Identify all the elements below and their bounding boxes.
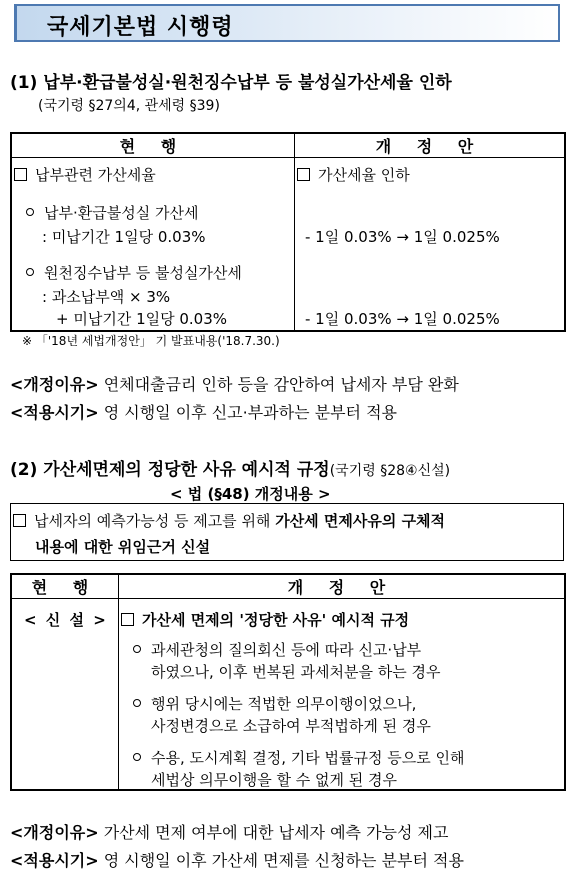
table2-item2-line1-row bbox=[133, 693, 416, 714]
section2-timing bbox=[10, 848, 464, 871]
table2-head-current: 현 행 bbox=[11, 574, 119, 599]
table1-item2-line1-row bbox=[26, 262, 242, 283]
section1-reason-label: <개정이유> bbox=[10, 375, 99, 394]
table1-current-cell bbox=[11, 158, 295, 332]
table2-proposed-heading: 가산세 면제의 '정당한 사유' 예시적 규정 bbox=[142, 611, 410, 629]
bullet-circle-icon bbox=[133, 753, 141, 761]
section2-law-line1-b: 가산세 면제사유의 구체적 bbox=[275, 512, 446, 530]
section2-law-line1-a: 납세자의 예측가능성 등 제고를 위해 bbox=[34, 512, 276, 530]
table2-item3-line2: 세법상 의무이행을 할 수 없게 된 경우 bbox=[151, 771, 397, 789]
table1-head-proposed: 개 정 안 bbox=[295, 133, 566, 158]
table2-item3-line1: 수용, 도시계획 결정, 기타 법률규정 등으로 인해 bbox=[151, 749, 465, 767]
table1-item1-line1-row bbox=[26, 202, 198, 223]
table2-current-new: < 신 설 > bbox=[24, 611, 108, 629]
bullet-circle-icon bbox=[133, 645, 141, 653]
section2-timing-text: 영 시행일 이후 가산세 면제를 신청하는 분부터 적용 bbox=[98, 851, 464, 870]
checkbox-square-icon bbox=[13, 514, 26, 527]
section1-timing bbox=[10, 400, 397, 423]
table1-current-heading-row bbox=[14, 164, 156, 185]
page-title: 국세기본법 시행령 bbox=[47, 15, 234, 40]
bullet-circle-icon bbox=[133, 699, 141, 707]
section1-reason-text: 연체대출금리 인하 등을 감안하여 납세자 부담 완화 bbox=[98, 375, 459, 394]
table2-item1-line1: 과세관청의 질의회신 등에 따라 신고·납부 bbox=[151, 641, 422, 659]
bullet-circle-icon bbox=[26, 268, 34, 276]
checkbox-square-icon bbox=[297, 168, 310, 181]
section1-timing-text: 영 시행일 이후 신고·부과하는 분부터 적용 bbox=[98, 403, 397, 422]
section2-reason-text: 가산세 면제 여부에 대한 납세자 예측 가능성 제고 bbox=[98, 823, 449, 842]
section2-law-line2: 내용에 대한 위임근거 신설 bbox=[35, 538, 211, 556]
section1-reason bbox=[10, 372, 459, 395]
table1-item2-line1: 원천징수납부 등 불성실가산세 bbox=[44, 264, 242, 282]
table1-proposed-heading-row bbox=[297, 164, 410, 185]
table1-item1-line1: 납부·환급불성실 가산세 bbox=[44, 204, 199, 222]
table1-proposed-cell bbox=[295, 158, 566, 332]
page-header bbox=[14, 4, 560, 42]
table2-proposed-cell bbox=[119, 599, 566, 791]
section1-note: ※ 「'18년 세법개정안」 기 발표내용('18.7.30.) bbox=[22, 334, 280, 348]
bullet-circle-icon bbox=[26, 208, 34, 216]
checkbox-square-icon bbox=[121, 613, 134, 626]
section2-timing-label: <적용시기> bbox=[10, 851, 99, 870]
table1-item2-line2: : 과소납부액 × 3% bbox=[42, 288, 171, 306]
table2-item1-line1-row bbox=[133, 639, 421, 660]
table2-item2-line1: 행위 당시에는 적법한 의무이행이었으나, bbox=[151, 695, 417, 713]
table2-item3-line1-row bbox=[133, 747, 464, 768]
table2-proposed-heading-row bbox=[121, 609, 409, 630]
section2-reason-label: <개정이유> bbox=[10, 823, 99, 842]
table1-head-current: 현 행 bbox=[11, 133, 295, 158]
table1-current-heading: 납부관련 가산세율 bbox=[35, 166, 156, 184]
section1-ref: (국기령 §27의4, 관세령 §39) bbox=[38, 98, 220, 114]
table1-item2-line3: + 미납기간 1일당 0.03% bbox=[56, 310, 228, 328]
table1-proposed-heading: 가산세율 인하 bbox=[318, 166, 410, 184]
section1-timing-label: <적용시기> bbox=[10, 403, 99, 422]
table2-current-cell bbox=[11, 599, 119, 791]
section2-law-title: < 법 (§48) 개정내용 > bbox=[170, 485, 331, 503]
section2-title: (2) 가산세면제의 정당한 사유 예시적 규정 bbox=[10, 460, 330, 480]
section2-law-box bbox=[10, 503, 564, 561]
section2-law-line1 bbox=[13, 510, 445, 531]
table1-proposed2: - 1일 0.03% → 1일 0.025% bbox=[305, 310, 500, 328]
section2-ref: (국기령 §28④신설) bbox=[329, 463, 451, 479]
section1-table bbox=[10, 132, 566, 332]
table1-item1-line2: : 미납기간 1일당 0.03% bbox=[42, 228, 206, 246]
table1-proposed1: - 1일 0.03% → 1일 0.025% bbox=[305, 228, 500, 246]
table2-item1-line2: 하였으나, 이후 번복된 과세처분을 하는 경우 bbox=[151, 663, 441, 681]
checkbox-square-icon bbox=[14, 168, 27, 181]
section1-title: (1) 납부·환급불성실·원천징수납부 등 불성실가산세율 인하 bbox=[10, 73, 452, 93]
section2-title-row bbox=[10, 455, 450, 480]
section2-reason bbox=[10, 820, 448, 843]
table2-item2-line2: 사정변경으로 소급하여 부적법하게 된 경우 bbox=[151, 717, 431, 735]
table2-head-proposed: 개 정 안 bbox=[119, 574, 566, 599]
section2-table bbox=[10, 573, 566, 791]
